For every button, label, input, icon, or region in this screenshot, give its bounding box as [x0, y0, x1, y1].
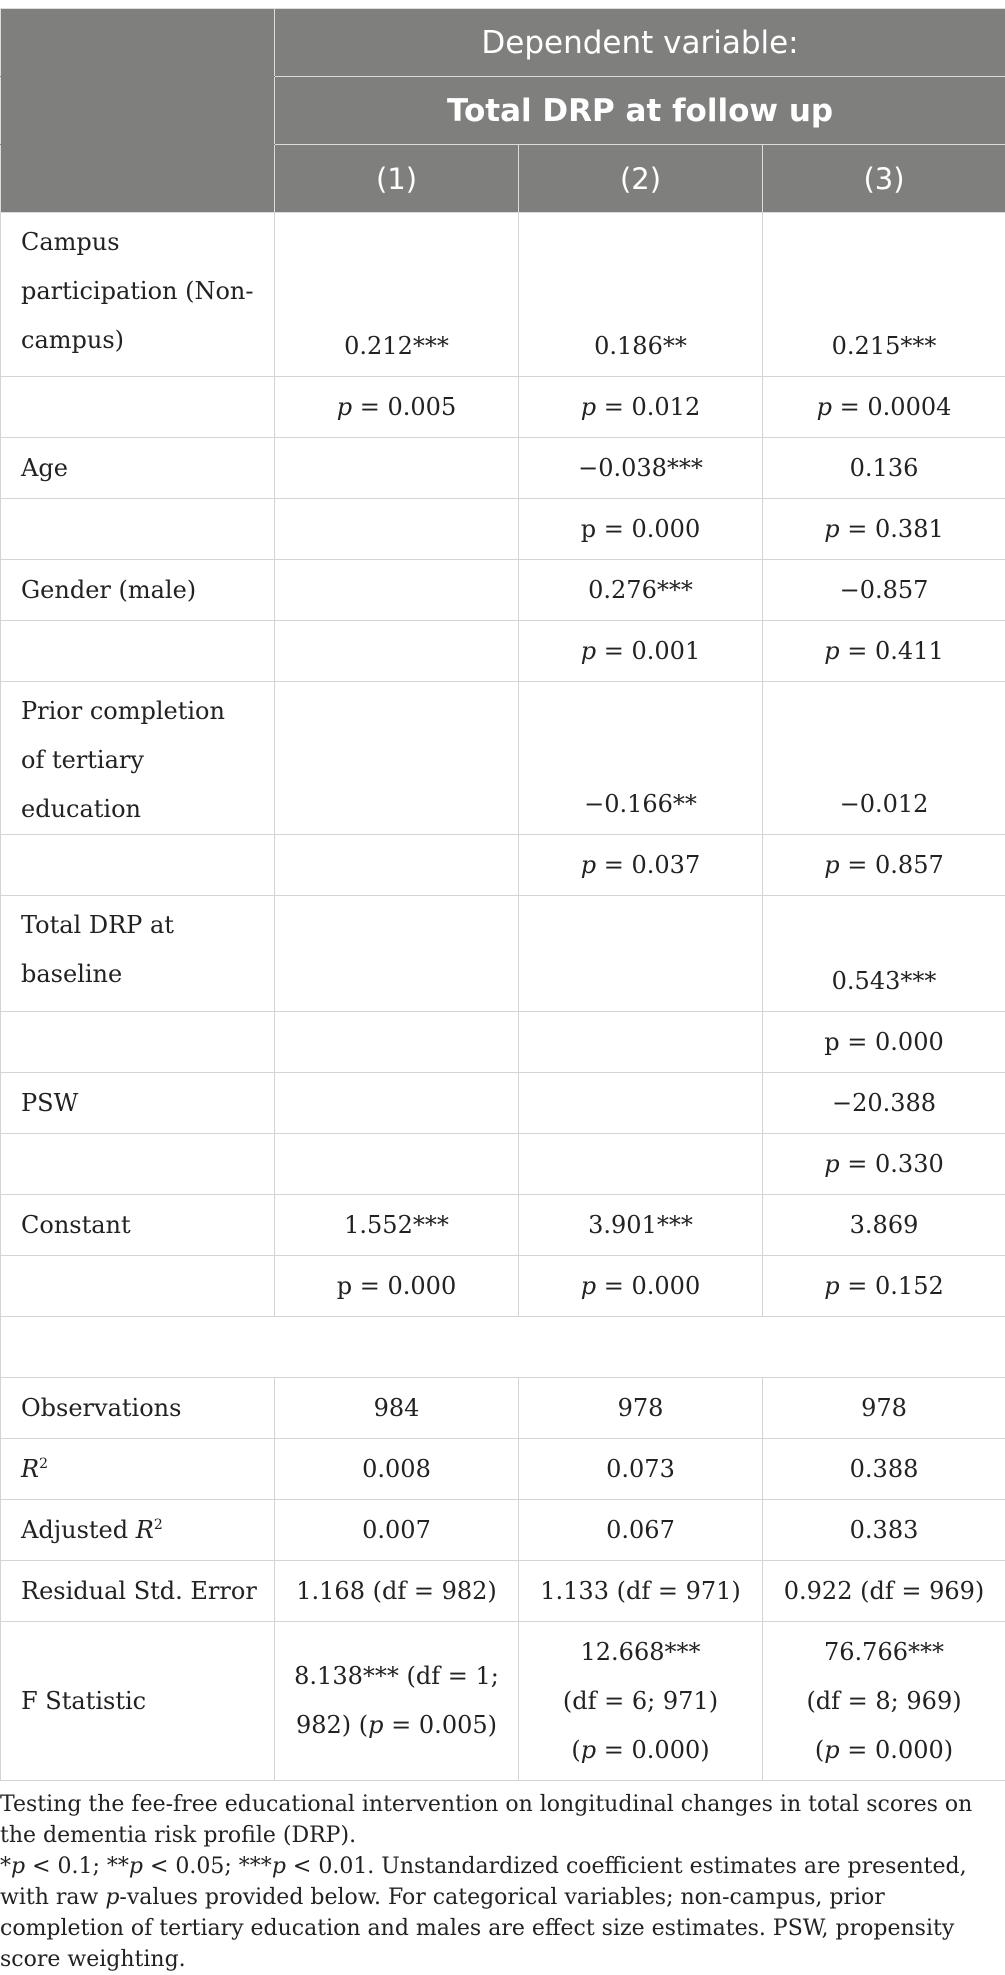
p-value-text: = 0.005 — [352, 393, 456, 421]
cell-psw-1 — [275, 1073, 519, 1134]
fn-part: < 0.1; ** — [25, 1854, 129, 1879]
cell-fstat-3 — [763, 1622, 1005, 1781]
fstat-2-end: = 0.000) — [596, 1736, 709, 1764]
cell-constant-p-2 — [519, 1256, 763, 1317]
cell-tertiary-p-1 — [275, 835, 519, 896]
p-symbol: p — [824, 1736, 839, 1764]
cell-psw-p-1 — [275, 1134, 519, 1195]
cell-gender-p-3 — [763, 621, 1005, 682]
fstat-3-line-c — [763, 1726, 1005, 1775]
row-label-age: Age — [1, 438, 275, 499]
cell-gender-p-1 — [275, 621, 519, 682]
cell-adj-r2-2: 0.067 — [519, 1500, 763, 1561]
p-symbol: p — [824, 1150, 839, 1178]
cell-tertiary-1 — [275, 682, 519, 835]
row-label-empty — [1, 621, 275, 682]
footnote-caption: Testing the fee-free educational intervention on longitudinal changes in total scores on the dementia risk profile (DRP). — [0, 1789, 1001, 1851]
p-symbol: p — [817, 393, 832, 421]
p-value-text: = 0.037 — [596, 851, 700, 879]
fn-part: < 0.05; *** — [143, 1854, 272, 1879]
p-value-text: = 0.857 — [840, 851, 944, 879]
p-symbol: p — [581, 1736, 596, 1764]
dependent-variable-header: Dependent variable: — [275, 9, 1005, 77]
p-symbol: p — [368, 1711, 383, 1739]
cell-r2-3: 0.388 — [763, 1439, 1005, 1500]
cell-gender-p-2 — [519, 621, 763, 682]
p-symbol: p — [105, 1885, 119, 1910]
fstat-1-line-b — [275, 1701, 518, 1750]
cell-age-p-2: p = 0.000 — [519, 499, 763, 560]
p-symbol: p — [581, 1272, 596, 1300]
row-label-r2 — [1, 1439, 275, 1500]
cell-baseline-3: 0.543*** — [763, 896, 1005, 1012]
cell-r2-1: 0.008 — [275, 1439, 519, 1500]
cell-age-p-3 — [763, 499, 1005, 560]
cell-age-2: −0.038*** — [519, 438, 763, 499]
p-value-text: = 0.001 — [596, 637, 700, 665]
fstat-2-part: ( — [571, 1736, 580, 1764]
p-value-text: = 0.381 — [840, 515, 944, 543]
cell-fstat-1 — [275, 1622, 519, 1781]
cell-age-3: 0.136 — [763, 438, 1005, 499]
adj-label: Adjusted — [21, 1516, 136, 1544]
row-label-empty — [1, 835, 275, 896]
row-label-empty — [1, 1134, 275, 1195]
cell-rse-1: 1.168 (df = 982) — [275, 1561, 519, 1622]
column-header-3: (3) — [763, 145, 1005, 213]
cell-tertiary-p-2 — [519, 835, 763, 896]
cell-campus-p-2 — [519, 377, 763, 438]
cell-age-1 — [275, 438, 519, 499]
row-label-gender: Gender (male) — [1, 560, 275, 621]
row-label-adj-r2 — [1, 1500, 275, 1561]
header-corner — [1, 9, 275, 77]
fn-part: -values provided below. For categorical variables; non-campus, prior completion of tertiary education and males are effect size estimates. PSW, propensity score weighting. — [0, 1885, 954, 1972]
cell-psw-3: −20.388 — [763, 1073, 1005, 1134]
p-value-text: = 0.330 — [840, 1150, 944, 1178]
cell-constant-p-1: p = 0.000 — [275, 1256, 519, 1317]
cell-constant-p-3 — [763, 1256, 1005, 1317]
row-label-baseline: Total DRP at baseline — [1, 896, 275, 1012]
p-symbol: p — [11, 1854, 25, 1879]
column-header-1: (1) — [275, 145, 519, 213]
cell-baseline-1 — [275, 896, 519, 1012]
cell-psw-p-3 — [763, 1134, 1005, 1195]
cell-r2-2: 0.073 — [519, 1439, 763, 1500]
p-symbol: p — [824, 515, 839, 543]
p-symbol: p — [824, 1272, 839, 1300]
r2-superscript: 2 — [39, 1456, 48, 1472]
fstat-2-line-b: (df = 6; 971) — [519, 1677, 762, 1726]
p-symbol: p — [272, 1854, 286, 1879]
cell-baseline-p-1 — [275, 1012, 519, 1073]
cell-age-p-1 — [275, 499, 519, 560]
cell-gender-2: 0.276*** — [519, 560, 763, 621]
cell-campus-3: 0.215*** — [763, 213, 1005, 377]
cell-observations-3: 978 — [763, 1378, 1005, 1439]
p-symbol: p — [581, 637, 596, 665]
cell-gender-3: −0.857 — [763, 560, 1005, 621]
regression-table-container — [0, 8, 1005, 1975]
cell-baseline-2 — [519, 896, 763, 1012]
p-symbol: p — [824, 851, 839, 879]
column-header-2: (2) — [519, 145, 763, 213]
cell-rse-2: 1.133 (df = 971) — [519, 1561, 763, 1622]
regression-table — [0, 8, 1005, 1781]
cell-observations-1: 984 — [275, 1378, 519, 1439]
fstat-3-part: ( — [815, 1736, 824, 1764]
cell-campus-2: 0.186** — [519, 213, 763, 377]
cell-campus-p-1 — [275, 377, 519, 438]
p-value-text: = 0.0004 — [832, 393, 951, 421]
fstat-1-part: 982) ( — [296, 1711, 368, 1739]
row-label-empty — [1, 1012, 275, 1073]
cell-tertiary-p-3 — [763, 835, 1005, 896]
cell-baseline-p-3: p = 0.000 — [763, 1012, 1005, 1073]
p-value-text: = 0.152 — [840, 1272, 944, 1300]
p-symbol: p — [129, 1854, 143, 1879]
fstat-3-end: = 0.000) — [840, 1736, 953, 1764]
r-symbol: R — [136, 1516, 154, 1544]
row-label-observations: Observations — [1, 1378, 275, 1439]
header-corner-3 — [1, 145, 275, 213]
p-value-text: = 0.411 — [840, 637, 944, 665]
p-value-text: = 0.012 — [596, 393, 700, 421]
fstat-3-line-b: (df = 8; 969) — [763, 1677, 1005, 1726]
fstat-3-line-a: 76.766*** — [763, 1628, 1005, 1677]
cell-psw-p-2 — [519, 1134, 763, 1195]
p-symbol: p — [337, 393, 352, 421]
cell-baseline-p-2 — [519, 1012, 763, 1073]
p-symbol: p — [581, 393, 596, 421]
row-label-empty — [1, 499, 275, 560]
p-symbol: p — [824, 637, 839, 665]
fstat-2-line-c — [519, 1726, 762, 1775]
row-label-rse: Residual Std. Error — [1, 1561, 275, 1622]
row-label-empty — [1, 377, 275, 438]
cell-constant-1: 1.552*** — [275, 1195, 519, 1256]
cell-tertiary-2: −0.166** — [519, 682, 763, 835]
outcome-header: Total DRP at follow up — [275, 77, 1005, 145]
p-value-text: = 0.000 — [596, 1272, 700, 1300]
p-symbol: p — [581, 851, 596, 879]
row-label-campus: Campus participation (Non-campus) — [1, 213, 275, 377]
row-label-fstat: F Statistic — [1, 1622, 275, 1781]
cell-adj-r2-3: 0.383 — [763, 1500, 1005, 1561]
adj-r2-superscript: 2 — [154, 1517, 163, 1533]
cell-fstat-2 — [519, 1622, 763, 1781]
header-corner-2 — [1, 77, 275, 145]
fstat-1-line-a: 8.138*** (df = 1; — [275, 1652, 518, 1701]
row-label-tertiary: Prior completion of tertiary education — [1, 682, 275, 835]
cell-campus-p-3 — [763, 377, 1005, 438]
fn-part: < 0.01. Unstandardized coefficient estimates are presented, with raw — [0, 1854, 967, 1910]
table-footnote — [0, 1781, 1005, 1975]
footnote-significance — [0, 1851, 1001, 1975]
cell-observations-2: 978 — [519, 1378, 763, 1439]
r-symbol: R — [21, 1455, 39, 1483]
cell-gender-1 — [275, 560, 519, 621]
fstat-1-end: = 0.005) — [384, 1711, 497, 1739]
fn-part: * — [0, 1854, 11, 1879]
cell-rse-3: 0.922 (df = 969) — [763, 1561, 1005, 1622]
spacer-row — [1, 1317, 1005, 1378]
fstat-2-line-a: 12.668*** — [519, 1628, 762, 1677]
row-label-psw: PSW — [1, 1073, 275, 1134]
cell-psw-2 — [519, 1073, 763, 1134]
cell-constant-3: 3.869 — [763, 1195, 1005, 1256]
cell-constant-2: 3.901*** — [519, 1195, 763, 1256]
row-label-empty — [1, 1256, 275, 1317]
row-label-constant: Constant — [1, 1195, 275, 1256]
cell-campus-1: 0.212*** — [275, 213, 519, 377]
cell-adj-r2-1: 0.007 — [275, 1500, 519, 1561]
cell-tertiary-3: −0.012 — [763, 682, 1005, 835]
